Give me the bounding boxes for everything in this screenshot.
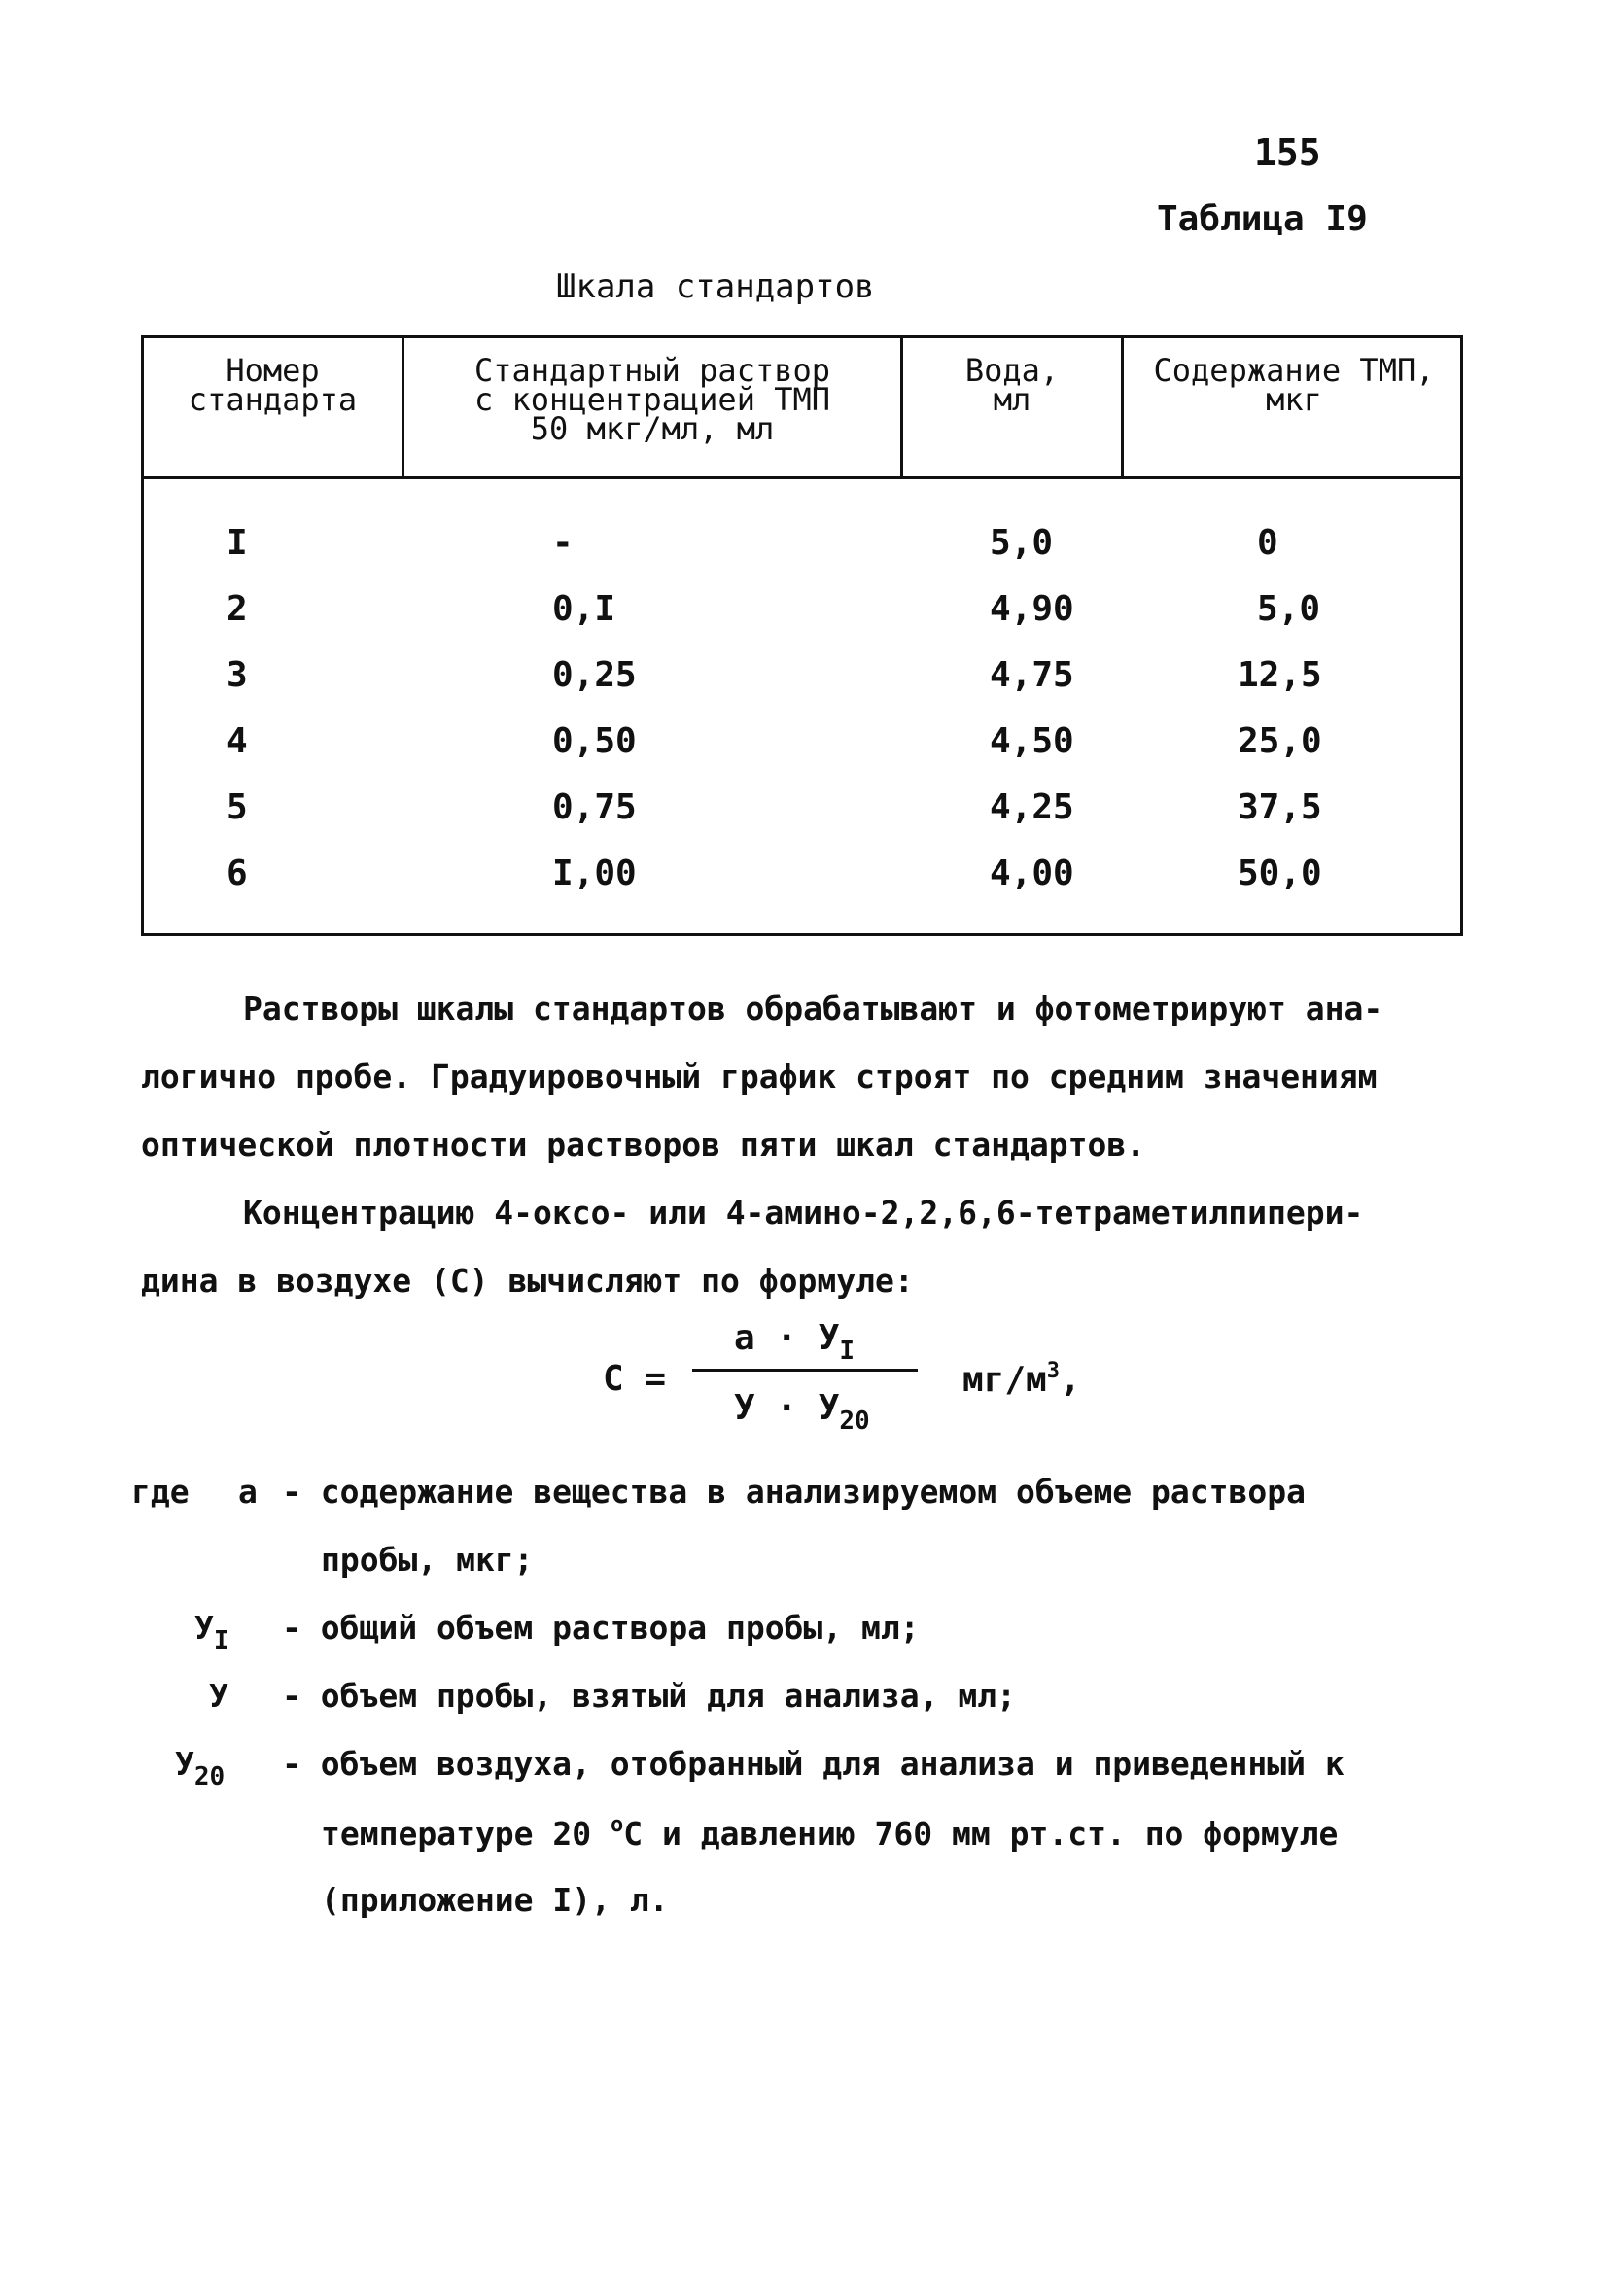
table-cell: 4,00 bbox=[990, 853, 1074, 893]
formula-denominator-main: У · У bbox=[734, 1388, 840, 1428]
legend-v-symbol: У bbox=[209, 1677, 228, 1715]
table-cell: 4,50 bbox=[990, 721, 1074, 761]
header-water: Вода, мл bbox=[964, 352, 1060, 418]
table-cell: 4,75 bbox=[990, 655, 1074, 695]
formula-unit-tail: , bbox=[1059, 1360, 1081, 1400]
table-cell: I,00 bbox=[552, 853, 637, 893]
standards-table bbox=[141, 335, 1463, 936]
formula-unit-sup: 3 bbox=[1046, 1359, 1060, 1383]
legend-v1-text: - общий объем раствора пробы, мл; bbox=[282, 1609, 920, 1647]
page-number: 155 bbox=[1254, 131, 1321, 174]
formula-numerator-sub: I bbox=[839, 1337, 856, 1366]
table-number: Таблица I9 bbox=[1157, 199, 1368, 239]
paragraph-line: Растворы шкалы стандартов обрабатывают и фотометрируют ана- bbox=[243, 990, 1383, 1027]
legend-v20-line2-sup: о bbox=[611, 1813, 624, 1837]
legend-v1-symbol-main: У bbox=[194, 1609, 214, 1647]
table-header-row bbox=[144, 338, 1460, 479]
formula-numerator-main: а · У bbox=[734, 1318, 840, 1358]
table-cell: 4,25 bbox=[990, 787, 1074, 827]
legend-v1-symbol bbox=[194, 1609, 229, 1655]
paragraph-line: логично пробе. Градуировочный график строят по средним значениям bbox=[141, 1058, 1378, 1096]
legend-a-line1: - содержание вещества в анализируемом объеме раствора bbox=[282, 1473, 1306, 1511]
table-cell: 50,0 bbox=[1238, 853, 1322, 893]
table-cell: 4 bbox=[227, 721, 248, 761]
formula-numerator bbox=[734, 1318, 855, 1366]
table-cell: 0 bbox=[1257, 523, 1278, 563]
legend-v20-symbol-main: У bbox=[175, 1745, 194, 1783]
formula-denominator-sub: 20 bbox=[839, 1407, 870, 1436]
formula-unit bbox=[962, 1359, 1081, 1400]
table-cell: 2 bbox=[227, 589, 248, 629]
legend-v20-line3: (приложение I), л. bbox=[321, 1881, 669, 1919]
table-cell: 5,0 bbox=[1257, 589, 1321, 629]
legend-v-text: - объем пробы, взятый для анализа, мл; bbox=[282, 1677, 1016, 1715]
paragraph-line: оптической плотности растворов пяти шкал стандартов. bbox=[141, 1126, 1146, 1164]
table-title: Шкала стандартов bbox=[556, 267, 875, 306]
header-standard-solution: Стандартный раствор с концентрацией ТМП 50 мкг/мл, мл bbox=[473, 352, 831, 447]
legend-v20-symbol bbox=[175, 1745, 225, 1792]
legend-v20-symbol-sub: 20 bbox=[193, 1762, 226, 1792]
legend-v20-line2-a: температуре 20 bbox=[321, 1815, 611, 1853]
legend-v20-line2-b: С и давлению 760 мм рт.ст. по формуле bbox=[623, 1815, 1339, 1853]
legend-a-line2: пробы, мкг; bbox=[321, 1541, 534, 1579]
formula-unit-main: мг/м bbox=[962, 1360, 1047, 1400]
table-cell: 0,25 bbox=[552, 655, 637, 695]
table-cell: 4,90 bbox=[990, 589, 1074, 629]
fraction-bar bbox=[692, 1369, 918, 1372]
table-cell: 0,50 bbox=[552, 721, 637, 761]
header-tmp-content: Содержание ТМП, мкг bbox=[1153, 352, 1435, 418]
formula-lhs: С = bbox=[603, 1359, 667, 1399]
table-cell: 12,5 bbox=[1238, 655, 1322, 695]
legend-v1-symbol-sub: I bbox=[213, 1626, 229, 1655]
table-cell: - bbox=[552, 523, 574, 563]
table-cell: I bbox=[227, 523, 248, 563]
legend-v20-line2 bbox=[321, 1813, 1338, 1853]
table-cell: 25,0 bbox=[1238, 721, 1322, 761]
header-standard-number: Номер стандарта bbox=[188, 352, 358, 418]
concentration-formula bbox=[603, 1312, 1108, 1448]
table-cell: 0,75 bbox=[552, 787, 637, 827]
table-cell: 6 bbox=[227, 853, 248, 893]
paragraph-line: Концентрацию 4-оксо- или 4-амино-2,2,6,6-тетраметилпипери- bbox=[243, 1194, 1364, 1232]
table-cell: 3 bbox=[227, 655, 248, 695]
legend-v20-line1: - объем воздуха, отобранный для анализа и приведенный к bbox=[282, 1745, 1345, 1783]
legend-where: где bbox=[131, 1473, 190, 1511]
table-cell: 5 bbox=[227, 787, 248, 827]
legend-a-symbol: а bbox=[238, 1473, 258, 1511]
table-cell: 5,0 bbox=[990, 523, 1054, 563]
formula-denominator bbox=[734, 1388, 870, 1436]
table-cell: 0,I bbox=[552, 589, 616, 629]
table-cell: 37,5 bbox=[1238, 787, 1322, 827]
paragraph-line: дина в воздухе (С) вычисляют по формуле: bbox=[141, 1262, 914, 1300]
